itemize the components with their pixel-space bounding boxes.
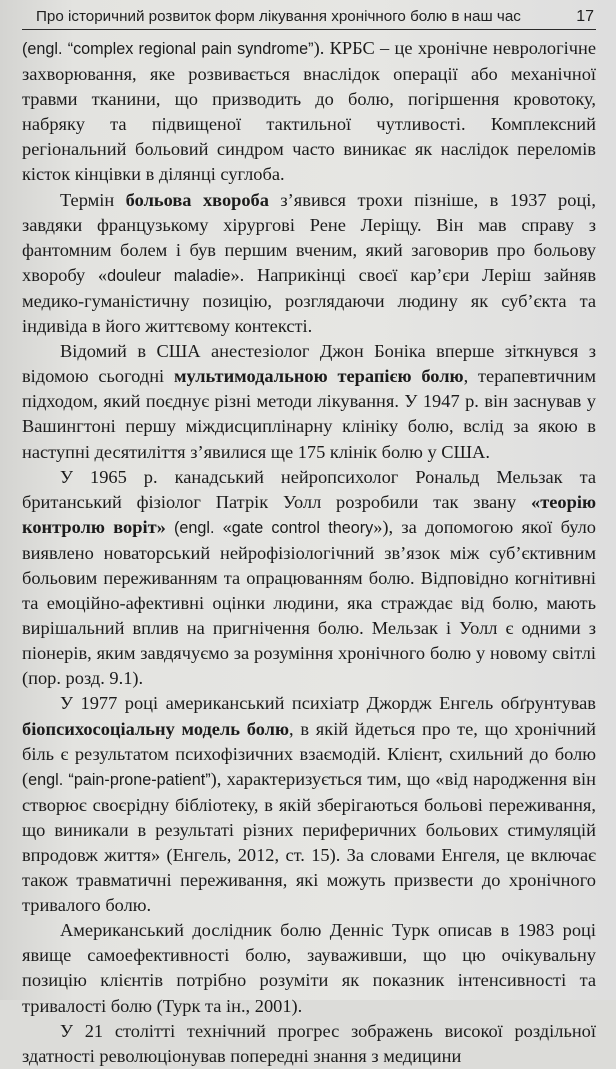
- text-run: ), характеризується тим, що «від народження він створює своєрідну бібліотеку, в якій зберігаються больові переживання, що виникали в результаті різних периферичних больових стимуляцій впродовж життя» (Енгель, 2012, ст. 15). За словами Енгеля, це включає також травматичні переживання, які можуть призвести до хронічного тривалого болю.: [22, 768, 596, 916]
- running-title: Про історичний розвиток форм лікування хронічного болю в наш час: [36, 8, 521, 25]
- bold-term: больова хвороба: [125, 189, 269, 210]
- text-run: ». Наприкінці своєї кар’єри Леріш зайняв медико-гуманістичну позицію, розглядаючи людину як суб’єкта та індивіда в його життєвому контексті.: [22, 264, 597, 337]
- text-run: Американський дослідник болю Денніс Турк описав в 1983 році явище самоефективності болю, зауваживши, що цю очікувальну позицію клієнтів потрібно розуміти як показник інтенсивності та тривалості болю (Турк та ін., 2001).: [22, 920, 596, 1016]
- text-run: , в якій йдеться про те, що хронічний біль є результатом психофізичних взаємодій. Клієнт, схильний до болю (: [22, 718, 596, 789]
- text-run: Відомий в США анестезіолог Джон Боніка вперше зіткнувся з відомою сьогодні: [22, 341, 596, 387]
- bold-term: біопсихосоціальну модель болю: [22, 718, 290, 739]
- running-header: [22, 8, 596, 30]
- foreign-term: “complex regional pain syndrome”: [67, 40, 314, 58]
- foreign-term: douleur maladie: [107, 266, 231, 285]
- paragraph: [22, 691, 596, 918]
- foreign-term: (engl. «: [165, 518, 232, 537]
- text-run: Термін: [60, 189, 126, 210]
- text-run: »), за допомогою якої було виявлено новаторський нейрофізіологічний зв’язок між суб’єктивним больовим переживанням та опрацюванням болю. Відповідно когнітивні та емоційно-афективні оцінки людини, яка страждає від болю, мають вирішальний вплив на пригнічення болю. Мельзак і Уолл є одними з піонерів, яким завдячуємо за розуміння хронічного болю у новому світлі (пор. розд. 9.1).: [22, 516, 597, 689]
- page-number: 17: [576, 8, 594, 25]
- text-run: , терапевтичним підходом, який поєднує різні методи лікування. У 1947 р. він заснував у Вашингтоні першу міждисциплінарну клініку болю, вслід за якою в наступні десятиліття з’явилися ще 175 клінік болю у США.: [22, 366, 596, 462]
- bold-term: «теорію контролю воріт»: [22, 491, 596, 537]
- paragraph: [22, 1019, 596, 1069]
- text-run: з’явився трохи пізніше, в 1937 році, завдяки французькому хірургові Рене Леріщу. Він мав справу з фантомним болем і був першим вченим, який заговорив про больову хворобу «: [22, 189, 596, 285]
- paragraph: [22, 339, 596, 464]
- paragraph: [22, 465, 596, 692]
- paragraph: [22, 918, 596, 1018]
- paragraph: [22, 188, 596, 340]
- body-text: [22, 36, 596, 1069]
- text-run: ). КРБС – це хронічне неврологічне захворювання, яке розвивається внаслідок операції або механічної травми тканини, що призводить до болю, погіршення кровотоку, набряку та підвищеної тактильної чутливості. Комплексний регіональний больовий синдром часто виникає як наслідок переломів кісток кінцівки в ділянці суглоба.: [22, 38, 597, 185]
- text-run: У 21 столітті технічний прогрес зображень високої роздільної здатності революціонував попередні знання з медицини: [22, 1020, 596, 1066]
- foreign-term: engl. “pain-prone-patient”: [28, 770, 211, 789]
- bold-term: мультимодальною терапією болю: [173, 366, 464, 387]
- paragraph: [22, 36, 596, 188]
- foreign-term: (engl.: [22, 40, 68, 58]
- text-run: У 1965 р. канадський нейропсихолог Рональд Мельзак та британський фізіолог Патрік Уолл розробили так звану: [22, 466, 596, 512]
- foreign-term: gate control theory: [231, 518, 374, 537]
- text-run: У 1977 році американський психіатр Джордж Енгель обґрунтував: [60, 693, 596, 714]
